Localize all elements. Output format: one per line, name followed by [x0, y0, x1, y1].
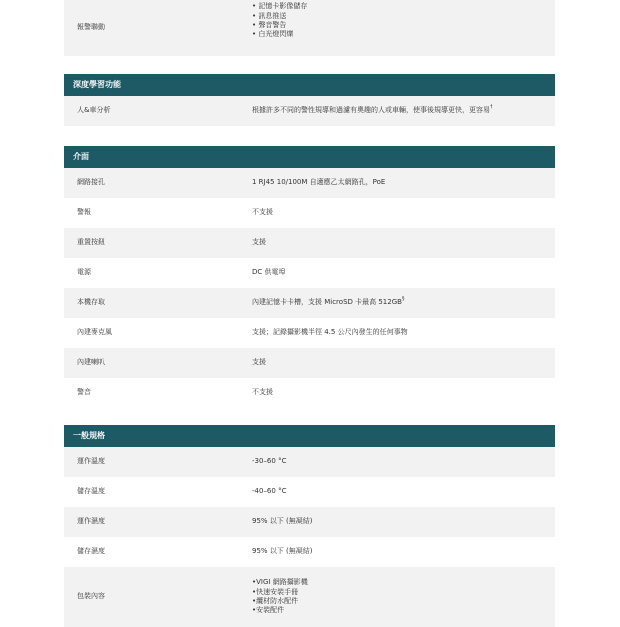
spec-key: 警報	[77, 208, 91, 217]
spec-row	[64, 198, 555, 228]
spec-row	[64, 288, 555, 318]
list-item: • 白光燈閃爍	[252, 30, 555, 39]
spec-row	[64, 507, 555, 537]
spec-row-package-contents	[64, 567, 555, 627]
spec-row	[64, 537, 555, 567]
spec-row	[64, 96, 555, 126]
spec-value: 1 RJ45 10/100M 自適應乙太網路孔，PoE	[252, 178, 386, 187]
section-header-general: 一般規格	[64, 425, 555, 447]
spec-row-alarm-linkage	[64, 0, 555, 56]
spec-key: 本機存取	[77, 298, 105, 307]
spec-row	[64, 477, 555, 507]
spec-row	[64, 258, 555, 288]
spec-sheet	[64, 0, 555, 627]
list-item: •纜材防水配件	[252, 597, 299, 605]
spec-key: 內建喇叭	[77, 358, 105, 367]
spec-row	[64, 318, 555, 348]
spec-row	[64, 447, 555, 477]
spec-key: 電源	[77, 268, 91, 277]
spec-key: 人&車分析	[77, 106, 111, 115]
list-item: •安裝配件	[252, 606, 285, 615]
spec-key: 網路接孔	[77, 178, 105, 187]
spec-key: 儲存溫度	[77, 487, 105, 496]
section-header-interface: 介面	[64, 146, 555, 168]
spec-key: 儲存濕度	[77, 547, 105, 556]
spec-key: 重置按鈕	[77, 238, 105, 247]
spec-key: 運作溫度	[77, 457, 105, 466]
spec-value: 根據許多不同的警性規導和過濾有奧趣的人或車輛，使事後規導更快，更容易†	[252, 104, 493, 115]
list-item: •VIGI 網路攝影機	[252, 578, 308, 587]
list-item: • 記憶卡影像儲存	[252, 2, 555, 11]
spec-value: 支援	[252, 358, 266, 367]
spec-key: 報警聯動	[77, 23, 105, 32]
spec-value	[252, 578, 555, 616]
list-item: • 聲音警告	[252, 21, 555, 30]
spec-value: -40–60 °C	[252, 487, 287, 496]
spec-key: 內建麥克風	[77, 328, 112, 337]
spec-value	[252, 2, 555, 40]
spec-key: 警音	[77, 388, 91, 397]
spec-row	[64, 378, 555, 408]
list-item: •快速安裝手冊	[252, 587, 299, 596]
section-header-deep-learning: 深度學習功能	[64, 74, 555, 96]
spec-value: 95% 以下 (無凝結)	[252, 547, 313, 556]
alarm-linkage-list	[252, 2, 555, 40]
spec-row	[64, 348, 555, 378]
spec-value: 支援；記錄攝影機半徑 4.5 公尺內發生的任何事物	[252, 328, 408, 337]
list-item: • 訊息推送	[252, 12, 555, 21]
spec-value: DC 供電埠	[252, 268, 286, 277]
spec-key: 包裝內容	[77, 592, 105, 601]
spec-value: 不支援	[252, 388, 273, 397]
spec-value: 不支援	[252, 208, 273, 217]
spec-key: 運作濕度	[77, 517, 105, 526]
spec-value: 95% 以下 (無凝結)	[252, 517, 313, 526]
spec-value: 支援	[252, 238, 266, 247]
spec-row	[64, 228, 555, 258]
spec-value: -30–60 °C	[252, 457, 287, 466]
spec-value: 內建記憶卡卡槽，支援 MicroSD 卡最高 512GB§	[252, 296, 405, 307]
spec-row	[64, 168, 555, 198]
package-contents-list	[252, 578, 555, 616]
